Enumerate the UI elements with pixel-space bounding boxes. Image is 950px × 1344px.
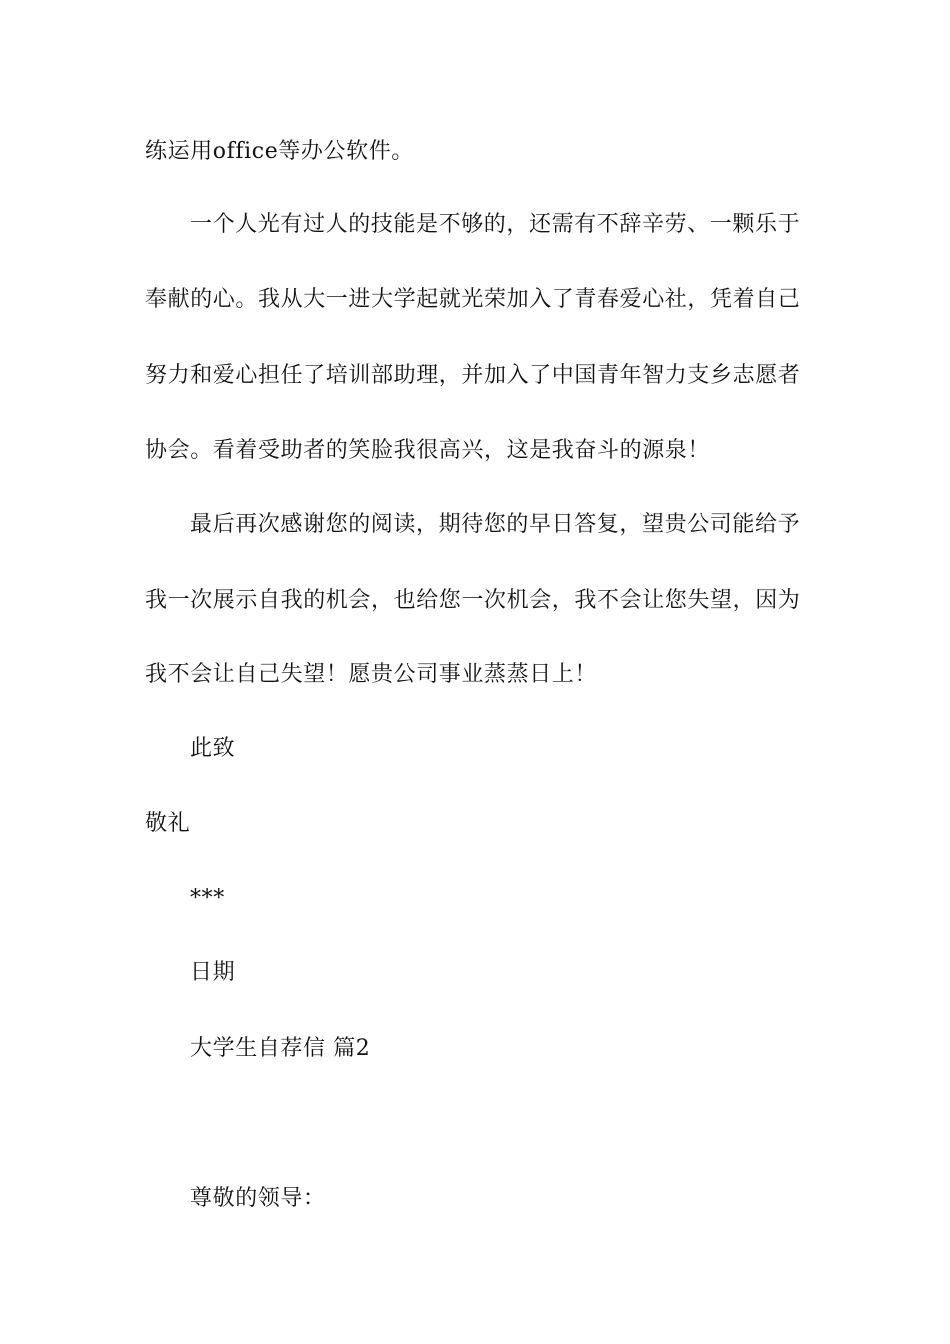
paragraph-line: 练运用office等办公软件。 — [145, 139, 414, 164]
closing-regards: 敬礼 — [145, 811, 191, 836]
paragraph-line: 我一次展示自我的机会，也给您一次机会，我不会让您失望，因为 — [145, 588, 801, 613]
paragraph-line: 协会。看着受助者的笑脸我很高兴，这是我奋斗的源泉！ — [145, 438, 711, 463]
closing-salutation: 此致 — [190, 736, 236, 761]
paragraph-line: 一个人光有过人的技能是不够的，还需有不辞辛劳、一颗乐于 — [190, 212, 801, 237]
paragraph-line: 最后再次感谢您的阅读，期待您的早日答复，望贵公司能给予 — [190, 512, 801, 537]
paragraph-line: 努力和爱心担任了培训部助理，并加入了中国青年智力支乡志愿者 — [145, 363, 801, 388]
signature-placeholder: *** — [190, 886, 225, 911]
section-title: 大学生自荐信 篇2 — [190, 1036, 371, 1061]
paragraph-line: 奉献的心。我从大一进大学起就光荣加入了青春爱心社，凭着自己 — [145, 287, 801, 312]
paragraph-line: 我不会让自己失望！愿贵公司事业蒸蒸日上！ — [145, 662, 598, 687]
greeting-line: 尊敬的领导： — [190, 1186, 326, 1211]
date-label: 日期 — [190, 960, 236, 985]
